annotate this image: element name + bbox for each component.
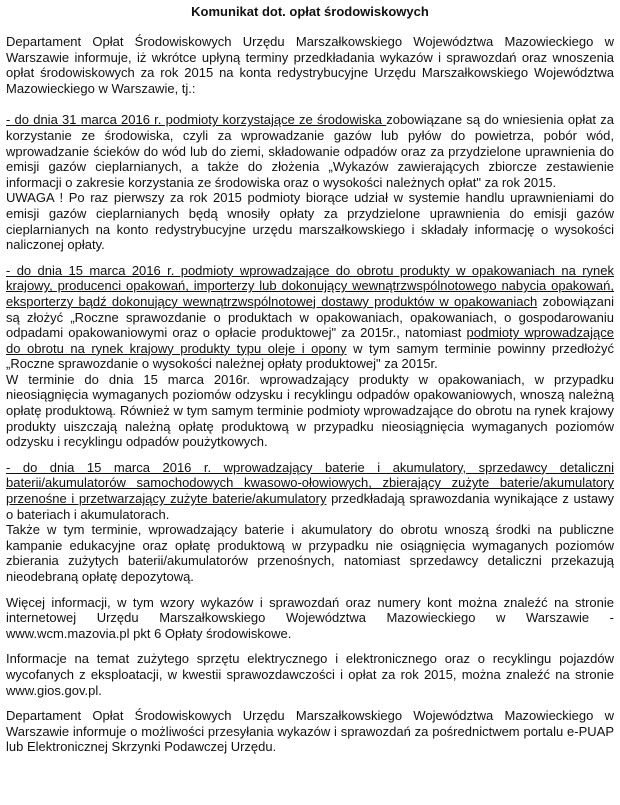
- more-info-paragraph: Więcej informacji, w tym wzory wykazów i sprawozdań oraz numery kont można znaleźć na stronie internetowej Urzędu Marszałkowskiego Województwa Mazowieckiego w Warszawie - www.wcm.mazovia.pl pkt 6 Opłaty środowiskowe.: [6, 594, 614, 641]
- section-1-deadline: - do dnia 31 marca 2016 r. podmioty korzystające ze środowiska: [6, 112, 387, 128]
- section-2-deadline: - do dnia 15 marca 2016 r. podmioty wprowadzające do obrotu produkty w opakowaniach na rynek krajowy, producenci opakowań, importerzy lub dokonujący wewnątrzwspólnotowego nabycia opakowań, eksporterzy bądź dokonujący wewnątrzwspólnotowej dostawy produktów w opakowaniach: [6, 262, 614, 309]
- spacer: [0, 253, 620, 263]
- epuap-info-paragraph: Departament Opłat Środowiskowych Urzędu Marszałkowskiego Województwa Mazowieckiego w Warszawie informuje o możliwości przesyłania wykazów i sprawozdań za pośrednictwem portalu e-PUAP lub Elektronicznej Skrzynki Podawczej Urzędu.: [6, 708, 614, 755]
- spacer: [0, 585, 620, 595]
- spacer: [0, 698, 620, 708]
- section-2-text-b: w tym samym terminie powinny przedłożyć „Roczne sprawozdanie o wysokości należnej opłaty produktowej" za 2015r.: [6, 340, 614, 372]
- section-2-text-a: zobowiązani są złożyć „Roczne sprawozdanie o produktach w opakowaniach, opakowaniach, o gospodarowaniu odpadami opakowaniowymi oraz o opłacie produktowej" za 2015r., natomiast: [6, 293, 615, 341]
- spacer: [0, 450, 620, 460]
- section-2-paragraph: [6, 263, 614, 372]
- section-3-paragraph: [6, 460, 614, 522]
- section-1-text: zobowiązane są do wniesienia opłat za korzystanie ze środowiska, czyli za wprowadzanie gazów lub pyłów do powietrza, pobór wód, wprowadzanie ścieków do wód lub do ziemi, składowanie odpadów oraz za przydzielone uprawnienia do emisji gazów cieplarnianych, a także do złożenia „Wykazów zawierających zbiorcze zestawienie informacji o zakresie korzystania ze środowiska oraz o wysokości należnych opłat" za rok 2015.: [6, 112, 614, 190]
- warning-paragraph: UWAGA ! Po raz pierwszy za rok 2015 podmioty biorące udział w systemie handlu uprawnieniami do emisji gazów cieplarnianych będą wnosiły opłaty za przydzielone uprawnienia do emisji gazów cieplarnianych na konto redystrybucyjne urzędu marszałkowskiego i składały informację o wysokości naliczonej opłaty.: [6, 190, 614, 253]
- intro-paragraph: Departament Opłat Środowiskowych Urzędu Marszałkowskiego Województwa Mazowieckiego w Warszawie informuje, iż wkrótce upłyną terminy przedkładania wykazów i sprawozdań oraz wnoszenia opłat środowiskowych za rok 2015 na konta redystrybucyjne Urzędu Marszałkowskiego Województwa Mazowieckiego w Warszawie, tj.:: [6, 34, 614, 96]
- section-2-fees-paragraph: W terminie do dnia 15 marca 2016r. wprowadzający produkty w opakowaniach, w przypadku nieosiągnięcia wymaganych poziomów odzysku i recyklingu odpadów opakowaniowych, wnoszą należną opłatę produktową. Również w tym samym terminie podmioty wprowadzające do obrotu na rynek krajowy produkty uiszczają należną opłatę produktową w przypadku nieosiągnięcia wymaganych poziomów odzysku i recyklingu odpadów poużytkowych.: [6, 371, 614, 450]
- document-title: Komunikat dot. opłat środowiskowych: [191, 4, 429, 19]
- electronics-info-paragraph: Informacje na temat zużytego sprzętu elektrycznego i elektronicznego oraz o recyklingu pojazdów wycofanych z eksploatacji, w kwestii sprawozdawczości i opłat za rok 2015, można znaleźć na stronie www.gios.gov.pl.: [6, 651, 614, 698]
- section-3-text-a: przedkładają sprawozdania wynikające z ustawy o bateriach i akumulatorach.: [6, 491, 614, 522]
- section-3-deadline: - do dnia 15 marca 2016 r. wprowadzający baterie i akumulatory, sprzedawcy detaliczni baterii/akumulatorów samochodowych kwasowo-ołowiowych, zbierający zużyte baterie/akumulatory przenośne i przetwarzający zużyte baterie/akumulatory: [6, 459, 614, 507]
- spacer: [0, 641, 620, 651]
- spacer: [0, 96, 620, 112]
- section-2-oils-tyres: podmioty wprowadzające do obrotu na rynek krajowy produkty typu oleje i opony: [6, 325, 614, 356]
- section-1-paragraph: [6, 112, 614, 190]
- section-3-fees-paragraph: Także w tym terminie, wprowadzający baterie i akumulatory do obrotu wnoszą środki na publiczne kampanie edukacyjne oraz opłatę produktową w przypadku nie osiągnięcia wymaganych poziomów zbierania zużytych baterii/akumulatorów przenośnych, natomiast sprzedawcy detaliczni przekazują nieodebraną opłatę depozytową.: [6, 522, 614, 584]
